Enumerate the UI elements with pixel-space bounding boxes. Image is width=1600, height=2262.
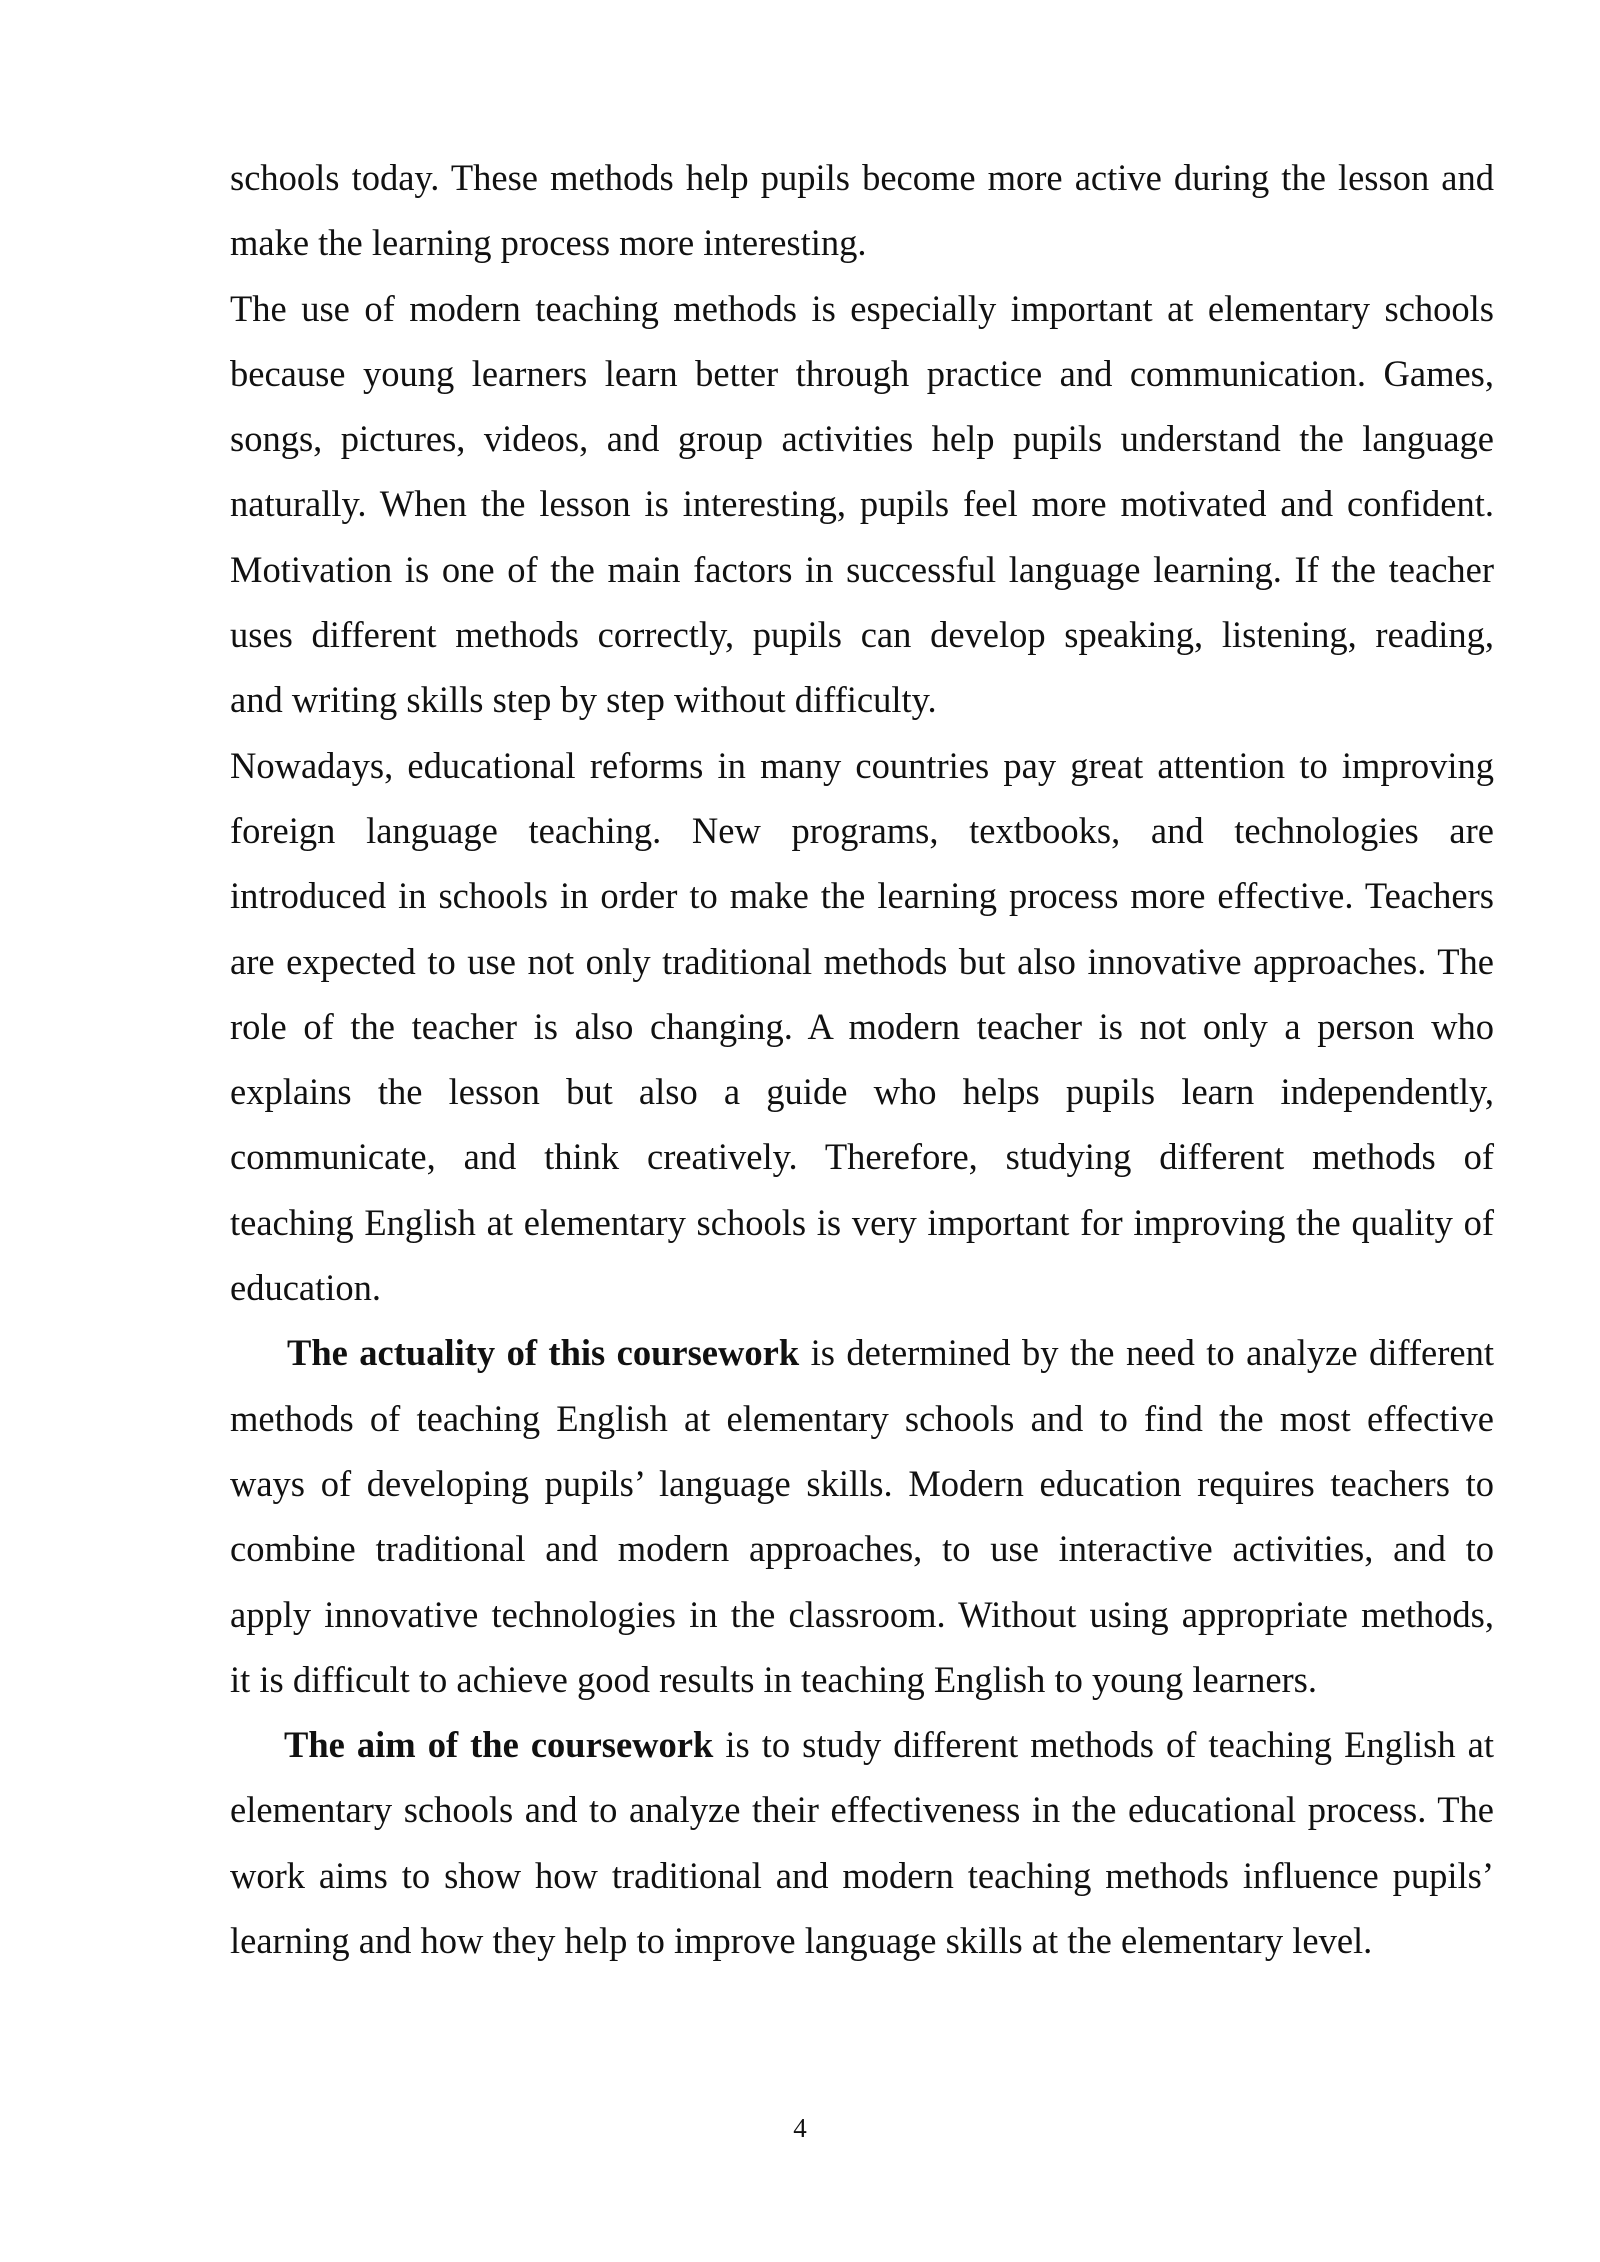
paragraph-modern-methods xyxy=(230,276,1494,733)
text-line: Nowadays, educational reforms in many countries pay great attention to improving xyxy=(230,744,1494,786)
text-line: communicate, and think creatively. Therefore, studying different methods of xyxy=(230,1136,1494,1178)
paragraph-continuation xyxy=(230,145,1494,276)
text-line: are expected to use not only traditional methods but also innovative approaches. The xyxy=(230,940,1494,982)
text-line: songs, pictures, videos, and group activities help pupils understand the language xyxy=(230,418,1494,460)
text-line: ways of developing pupils’ language skills. Modern education requires teachers to xyxy=(230,1462,1494,1504)
text-line: introduced in schools in order to make the learning process more effective. Teachers xyxy=(230,875,1494,917)
paragraph-educational-reforms xyxy=(230,733,1494,1321)
text-line: foreign language teaching. New programs, textbooks, and technologies are xyxy=(230,809,1494,851)
paragraph-aim xyxy=(230,1712,1494,1973)
text-line: role of the teacher is also changing. A modern teacher is not only a person who xyxy=(230,1005,1494,1047)
text-line: explains the lesson but also a guide who helps pupils learn independently, xyxy=(230,1071,1494,1113)
text-line: schools today. These methods help pupils become more active during the lesson and xyxy=(230,157,1494,198)
text-line: make the learning process more interesting. xyxy=(230,222,867,264)
text-line: naturally. When the lesson is interesting, pupils feel more motivated and confident. xyxy=(230,483,1494,525)
page-number: 4 xyxy=(793,2113,807,2143)
actuality-heading: The actuality of this coursework xyxy=(287,1332,800,1374)
body-text xyxy=(230,145,1494,1973)
text-line: uses different methods correctly, pupils can develop speaking, listening, reading, xyxy=(230,614,1494,656)
text-run: is determined by the need to analyze different xyxy=(799,1332,1494,1374)
text-line: methods of teaching English at elementary schools and to find the most effective xyxy=(230,1397,1494,1439)
text-line xyxy=(230,1320,1494,1385)
text-line: because young learners learn better through practice and communication. Games, xyxy=(230,352,1494,394)
aim-heading: The aim of the coursework xyxy=(284,1724,714,1766)
text-line: it is difficult to achieve good results in teaching English to young learners. xyxy=(230,1658,1317,1700)
text-line: apply innovative technologies in the classroom. Without using appropriate methods, xyxy=(230,1593,1494,1635)
text-line: Motivation is one of the main factors in successful language learning. If the teacher xyxy=(230,548,1494,590)
text-line: teaching English at elementary schools is very important for improving the quality of xyxy=(230,1201,1494,1243)
text-line: and writing skills step by step without difficulty. xyxy=(230,679,937,721)
text-line: education. xyxy=(230,1267,382,1309)
text-line: work aims to show how traditional and modern teaching methods influence pupils’ xyxy=(230,1854,1494,1896)
text-line: elementary schools and to analyze their effectiveness in the educational process. The xyxy=(230,1789,1494,1831)
paragraph-actuality xyxy=(230,1320,1494,1712)
text-line: combine traditional and modern approaches, to use interactive activities, and to xyxy=(230,1528,1494,1570)
text-line: The use of modern teaching methods is especially important at elementary schools xyxy=(230,287,1494,329)
text-line xyxy=(230,1712,1494,1777)
text-line: learning and how they help to improve language skills at the elementary level. xyxy=(230,1920,1373,1962)
text-run: is to study different methods of teaching English at xyxy=(713,1724,1494,1766)
